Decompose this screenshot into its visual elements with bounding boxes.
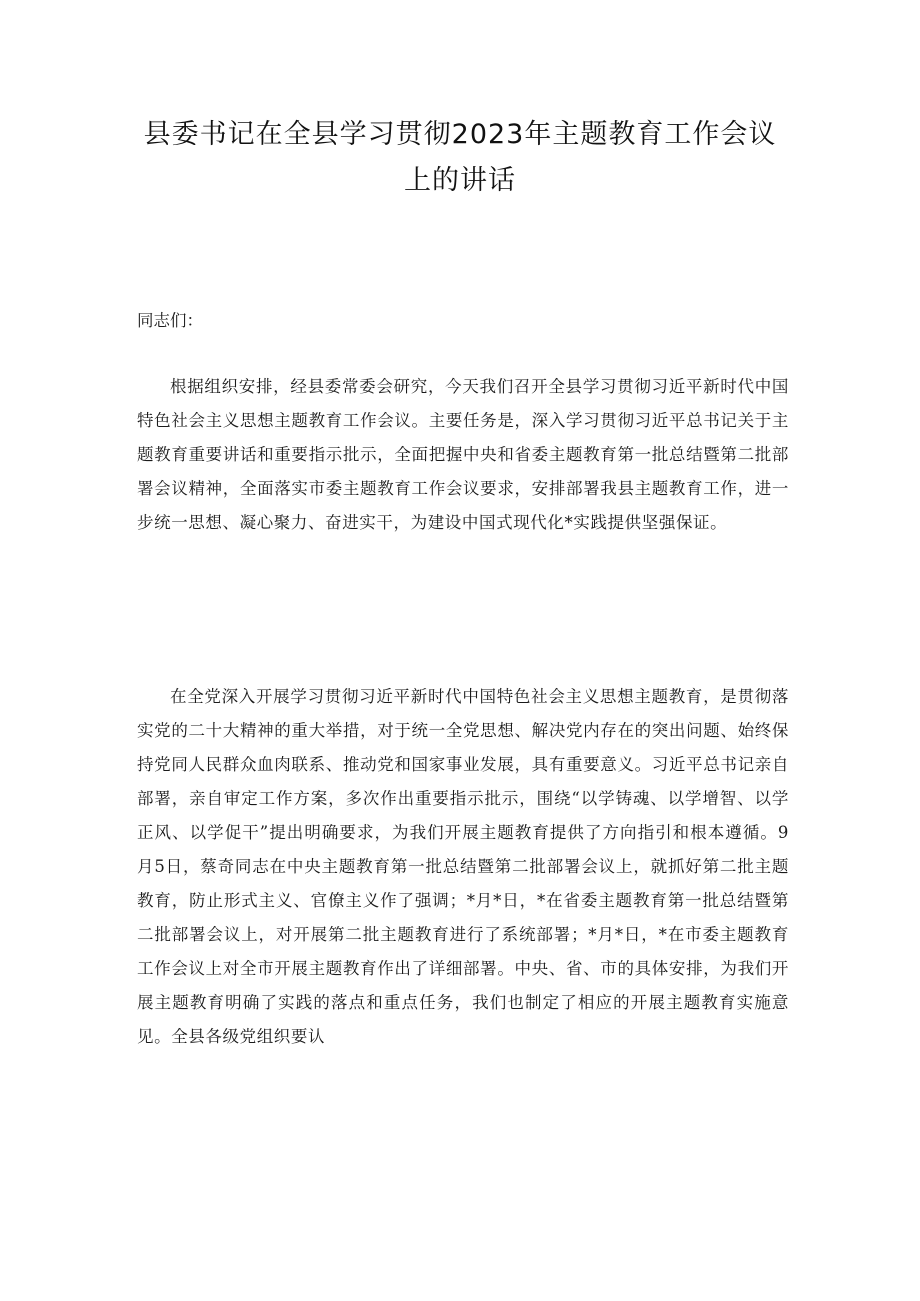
title-line-2: 上的讲话 [404, 165, 516, 196]
document-title [120, 112, 800, 204]
title-line-1: 县委书记在全县学习贯彻2023年主题教育工作会议 [143, 119, 777, 150]
paragraph-1: 根据组织安排，经县委常委会研究，今天我们召开全县学习贯彻习近平新时代中国特色社会主义思想主题教育工作会议。主要任务是，深入学习贯彻习近平总书记关于主题教育重要讲话和重要指示批示，全面把握中央和省委主题教育第一批总结暨第二批部署会议精神，全面落实市委主题教育工作会议要求，安排部署我县主题教育工作，进一步统一思想、凝心聚力、奋进实干，为建设中国式现代化*实践提供坚强保证。 [137, 377, 789, 532]
salutation: 同志们： [137, 311, 203, 330]
paragraph-2: 在全党深入开展学习贯彻习近平新时代中国特色社会主义思想主题教育，是贯彻落实党的二十大精神的重大举措，对于统一全党思想、解决党内存在的突出问题、始终保持党同人民群众血肉联系、推动党和国家事业发展，具有重要意义。习近平总书记亲自部署，亲自审定工作方案，多次作出重要指示批示，围绕“以学铸魂、以学增智、以学正风、以学促干”提出明确要求，为我们开展主题教育提供了方向指引和根本遵循。9月5日，蔡奇同志在中央主题教育第一批总结暨第二批部署会议上，就抓好第二批主题教育，防止形式主义、官僚主义作了强调；*月*日，*在省委主题教育第一批总结暨第二批部署会议上，对开展第二批主题教育进行了系统部署；*月*日，*在市委主题教育工作会议上对全市开展主题教育作出了详细部署。中央、省、市的具体安排，为我们开展主题教育明确了实践的落点和重点任务，我们也制定了相应的开展主题教育实施意见。全县各级党组织要认 [137, 687, 789, 1046]
